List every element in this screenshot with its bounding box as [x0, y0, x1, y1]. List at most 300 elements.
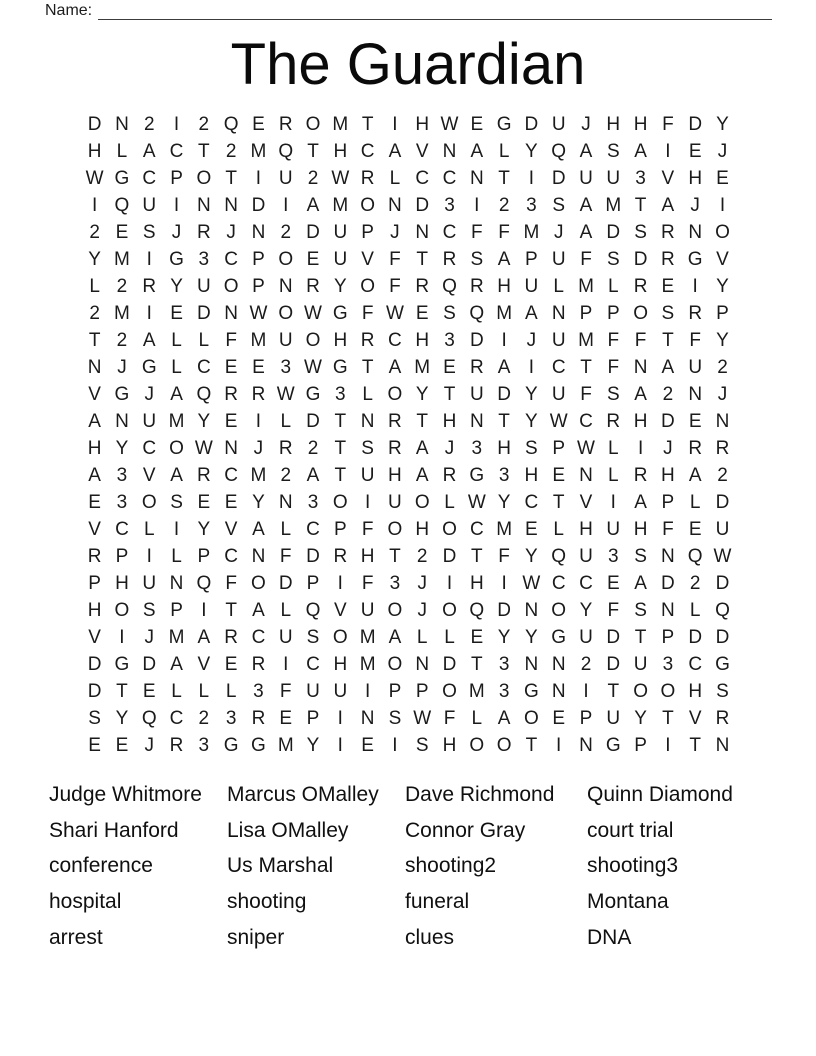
grid-cell: H [442, 410, 457, 432]
grid-cell: S [388, 707, 402, 729]
grid-cell: H [633, 518, 648, 540]
grid-cell: E [252, 113, 265, 135]
grid-cell: G [141, 356, 157, 378]
grid-cell: C [224, 248, 238, 270]
grid-cell: Q [551, 545, 567, 567]
grid-cell: R [606, 410, 621, 432]
grid-cell: F [607, 329, 620, 351]
grid-cell: M [578, 275, 594, 297]
grid-cell: R [196, 221, 211, 243]
grid-cell: J [171, 221, 182, 243]
grid-cell: S [634, 545, 647, 567]
grid-cell: D [87, 113, 102, 135]
grid-cell: Y [306, 734, 320, 756]
grid-cell: A [252, 518, 265, 540]
grid-cell: P [197, 545, 211, 567]
grid-cell: I [446, 572, 453, 594]
word-item: DNA [587, 926, 632, 950]
grid-cell: T [334, 464, 347, 486]
grid-cell: A [688, 464, 702, 486]
grid-cell: V [415, 140, 429, 162]
grid-cell: G [496, 113, 512, 135]
grid-cell: Q [442, 275, 457, 297]
grid-cell: C [442, 167, 457, 189]
grid-cell: S [88, 707, 101, 729]
grid-cell: Y [525, 410, 538, 432]
grid-cell: V [661, 167, 675, 189]
grid-cell: A [388, 140, 402, 162]
grid-cell: E [224, 356, 238, 378]
grid-cell: O [360, 275, 375, 297]
grid-cell: T [580, 356, 592, 378]
grid-cell: Q [114, 194, 130, 216]
grid-cell: C [115, 518, 129, 540]
grid-cell: O [442, 518, 457, 540]
grid-cell: N [469, 167, 484, 189]
grid-cell: N [688, 383, 703, 405]
grid-cell: H [524, 464, 539, 486]
grid-cell: A [579, 140, 593, 162]
grid-cell: R [715, 437, 730, 459]
grid-cell: F [689, 329, 701, 351]
grid-cell: O [442, 680, 457, 702]
grid-cell: F [279, 545, 292, 567]
grid-cell: C [579, 572, 593, 594]
word-item: Shari Hanford [49, 818, 179, 842]
grid-cell: U [278, 329, 293, 351]
grid-cell: J [690, 194, 700, 216]
grid-cell: P [634, 734, 647, 756]
grid-cell: D [524, 113, 539, 135]
grid-cell: G [687, 248, 703, 270]
grid-cell: D [715, 626, 730, 648]
grid-cell: 3 [444, 329, 455, 351]
grid-cell: I [474, 194, 480, 216]
grid-cell: T [443, 383, 456, 405]
grid-cell: D [306, 221, 320, 243]
grid-cell: I [610, 491, 616, 513]
grid-cell: L [416, 626, 428, 648]
grid-cell: E [525, 518, 538, 540]
grid-cell: M [468, 680, 485, 702]
grid-cell: S [552, 194, 566, 216]
grid-cell: 3 [116, 491, 128, 513]
grid-cell: R [333, 545, 348, 567]
grid-cell: A [88, 410, 101, 432]
grid-cell: N [579, 734, 593, 756]
word-item: Dave Richmond [405, 782, 555, 806]
grid-cell: R [388, 437, 402, 459]
grid-cell: N [278, 275, 293, 297]
grid-cell: T [416, 410, 429, 432]
grid-cell: C [442, 221, 457, 243]
grid-cell: L [89, 275, 100, 297]
grid-cell: J [444, 437, 455, 459]
grid-cell: F [634, 329, 647, 351]
grid-cell: O [633, 302, 648, 324]
grid-cell: H [606, 113, 621, 135]
grid-cell: M [250, 464, 267, 486]
grid-cell: S [306, 626, 320, 648]
grid-cell: N [224, 194, 238, 216]
grid-cell: A [497, 356, 511, 378]
grid-cell: R [224, 383, 238, 405]
grid-cell: P [252, 248, 265, 270]
grid-cell: N [224, 302, 238, 324]
name-blank-line [98, 2, 772, 20]
grid-cell: D [633, 248, 648, 270]
grid-cell: P [170, 167, 183, 189]
grid-cell: E [197, 491, 211, 513]
grid-cell: U [579, 545, 593, 567]
grid-cell: J [717, 140, 728, 162]
grid-cell: P [661, 626, 675, 648]
grid-cell: L [143, 518, 155, 540]
grid-cell: T [225, 599, 237, 621]
grid-cell: R [661, 221, 675, 243]
grid-cell: 2 [89, 302, 100, 324]
grid-cell: D [278, 572, 293, 594]
grid-cell: T [634, 194, 647, 216]
grid-cell: J [226, 221, 236, 243]
grid-cell: A [252, 599, 265, 621]
grid-cell: L [198, 329, 210, 351]
word-list [49, 777, 771, 956]
grid-cell: G [223, 734, 239, 756]
grid-cell: W [713, 545, 732, 567]
grid-cell: E [142, 680, 156, 702]
grid-cell: T [471, 545, 483, 567]
grid-cell: H [688, 167, 703, 189]
grid-cell: N [360, 707, 375, 729]
grid-cell: U [278, 626, 293, 648]
grid-cell: C [169, 707, 184, 729]
grid-cell: U [688, 356, 703, 378]
grid-cell: E [88, 734, 101, 756]
grid-cell: E [716, 167, 729, 189]
grid-cell: T [498, 410, 510, 432]
grid-cell: E [552, 707, 566, 729]
grid-cell: O [496, 734, 512, 756]
word-search-grid [81, 111, 736, 759]
grid-cell: F [580, 383, 592, 405]
grid-cell: L [280, 518, 292, 540]
grid-cell: L [471, 707, 483, 729]
grid-cell: A [661, 356, 675, 378]
grid-cell: J [553, 221, 564, 243]
grid-cell: R [142, 275, 157, 297]
grid-cell: T [662, 329, 674, 351]
grid-cell: S [606, 248, 620, 270]
grid-cell: O [387, 518, 403, 540]
grid-cell: U [142, 572, 157, 594]
grid-cell: P [252, 275, 265, 297]
grid-cell: O [169, 437, 184, 459]
grid-cell: N [633, 356, 648, 378]
grid-cell: W [413, 707, 432, 729]
grid-cell: O [387, 653, 403, 675]
grid-cell: N [360, 410, 375, 432]
grid-cell: J [144, 734, 154, 756]
grid-cell: O [141, 491, 157, 513]
grid-cell: N [661, 545, 675, 567]
word-item: Us Marshal [227, 854, 334, 878]
grid-cell: L [608, 464, 619, 486]
grid-cell: R [87, 545, 102, 567]
grid-cell: U [579, 626, 593, 648]
grid-cell: A [170, 383, 183, 405]
grid-cell: P [170, 599, 183, 621]
grid-cell: I [173, 113, 180, 135]
grid-cell: W [440, 113, 459, 135]
grid-cell: F [361, 518, 374, 540]
grid-cell: M [332, 194, 349, 216]
grid-cell: J [663, 437, 673, 459]
grid-cell: Y [497, 626, 511, 648]
grid-cell: A [415, 437, 429, 459]
grid-cell: O [469, 734, 485, 756]
grid-cell: T [498, 167, 510, 189]
grid-cell: J [390, 221, 400, 243]
grid-cell: L [498, 140, 510, 162]
grid-cell: G [305, 383, 321, 405]
grid-cell: I [173, 194, 180, 216]
grid-cell: D [688, 626, 703, 648]
grid-cell: I [392, 734, 398, 756]
grid-cell: G [169, 248, 184, 270]
grid-cell: R [224, 626, 238, 648]
grid-cell: 3 [198, 248, 210, 270]
grid-cell: Q [469, 599, 485, 621]
word-item: Montana [587, 890, 669, 914]
grid-cell: D [469, 329, 484, 351]
grid-cell: U [524, 275, 539, 297]
grid-cell: R [469, 275, 484, 297]
grid-cell: D [715, 572, 730, 594]
grid-cell: E [688, 140, 702, 162]
grid-cell: L [171, 680, 182, 702]
grid-cell: Q [305, 599, 321, 621]
grid-cell: A [88, 464, 101, 486]
grid-cell: Y [716, 113, 729, 135]
grid-cell: A [661, 194, 675, 216]
grid-cell: T [334, 410, 347, 432]
grid-cell: I [665, 734, 671, 756]
grid-cell: A [415, 464, 429, 486]
grid-cell: N [661, 599, 675, 621]
puzzle-title: The Guardian [230, 32, 586, 97]
grid-cell: J [144, 626, 154, 648]
name-label: Name: [45, 2, 93, 19]
grid-cell: A [634, 383, 647, 405]
grid-cell: R [278, 113, 293, 135]
word-item: Quinn Diamond [587, 782, 733, 806]
grid-cell: C [224, 464, 238, 486]
grid-cell: T [471, 653, 483, 675]
grid-cell: N [715, 410, 730, 432]
grid-cell: D [606, 653, 621, 675]
grid-cell: O [387, 599, 403, 621]
grid-cell: S [470, 248, 484, 270]
grid-cell: H [360, 545, 375, 567]
grid-cell: V [142, 464, 156, 486]
grid-cell: S [142, 221, 156, 243]
grid-cell: T [225, 167, 237, 189]
grid-cell: P [552, 437, 566, 459]
grid-cell: H [633, 113, 648, 135]
grid-cell: J [417, 572, 427, 594]
grid-cell: M [250, 140, 267, 162]
grid-cell: N [688, 221, 703, 243]
grid-cell: G [715, 653, 730, 675]
grid-cell: R [251, 653, 266, 675]
grid-cell: H [333, 140, 348, 162]
grid-cell: 3 [498, 680, 510, 702]
grid-cell: P [333, 518, 347, 540]
grid-cell: G [469, 464, 485, 486]
grid-cell: D [606, 626, 621, 648]
grid-cell: F [662, 518, 674, 540]
grid-cell: E [688, 410, 702, 432]
grid-cell: 2 [416, 545, 428, 567]
grid-cell: 2 [662, 383, 674, 405]
grid-cell: W [276, 383, 295, 405]
grid-cell: N [524, 653, 539, 675]
grid-cell: S [716, 680, 729, 702]
grid-cell: Y [197, 410, 211, 432]
grid-cell: R [442, 464, 457, 486]
grid-cell: R [633, 275, 648, 297]
grid-cell: W [522, 572, 541, 594]
grid-cell: O [551, 599, 567, 621]
grid-cell: L [116, 140, 128, 162]
grid-cell: P [525, 248, 538, 270]
grid-cell: V [88, 518, 101, 540]
grid-cell: H [661, 464, 675, 486]
grid-cell: D [661, 410, 675, 432]
word-item: Lisa OMalley [227, 818, 349, 842]
grid-cell: P [115, 545, 129, 567]
grid-cell: 2 [717, 356, 728, 378]
grid-cell: C [306, 518, 320, 540]
grid-cell: H [87, 437, 102, 459]
grid-cell: W [194, 437, 213, 459]
grid-cell: N [442, 140, 457, 162]
grid-cell: U [142, 410, 157, 432]
grid-cell: O [223, 275, 239, 297]
grid-cell: G [114, 653, 130, 675]
grid-cell: H [333, 329, 348, 351]
grid-cell: S [142, 599, 156, 621]
grid-cell: 2 [280, 221, 292, 243]
word-item: conference [49, 854, 153, 878]
word-item: Marcus OMalley [227, 782, 379, 806]
grid-cell: J [581, 113, 591, 135]
grid-cell: M [496, 518, 513, 540]
grid-cell: 3 [526, 194, 537, 216]
grid-cell: A [142, 329, 156, 351]
grid-cell: R [360, 329, 375, 351]
grid-cell: U [579, 167, 593, 189]
grid-cell: N [196, 194, 211, 216]
grid-cell: O [387, 383, 403, 405]
grid-cell: I [337, 734, 343, 756]
grid-cell: A [497, 248, 511, 270]
grid-cell: I [501, 329, 507, 351]
grid-cell: D [196, 302, 211, 324]
grid-cell: L [171, 545, 182, 567]
grid-cell: H [115, 572, 129, 594]
grid-cell: O [196, 167, 212, 189]
grid-cell: I [255, 167, 262, 189]
grid-cell: U [551, 113, 566, 135]
grid-cell: J [717, 383, 728, 405]
grid-cell: Q [715, 599, 730, 621]
grid-cell: W [331, 167, 350, 189]
grid-cell: U [551, 383, 566, 405]
grid-cell: U [606, 167, 621, 189]
grid-cell: 2 [498, 194, 510, 216]
grid-cell: R [661, 248, 675, 270]
grid-cell: Y [115, 437, 129, 459]
grid-cell: Q [687, 545, 703, 567]
grid-cell: O [278, 248, 294, 270]
grid-cell: E [688, 518, 702, 540]
grid-cell: M [332, 113, 349, 135]
grid-cell: U [551, 329, 566, 351]
grid-cell: N [415, 221, 430, 243]
grid-cell: P [415, 680, 429, 702]
grid-cell: E [170, 302, 183, 324]
grid-cell: J [144, 383, 154, 405]
grid-cell: A [497, 707, 511, 729]
grid-cell: Y [525, 140, 538, 162]
grid-cell: G [524, 680, 539, 702]
grid-cell: G [251, 734, 266, 756]
grid-cell: N [415, 653, 430, 675]
grid-cell: U [196, 275, 211, 297]
grid-cell: I [364, 491, 371, 513]
grid-cell: I [583, 680, 589, 702]
grid-cell: D [497, 383, 511, 405]
grid-cell: 2 [307, 437, 319, 459]
grid-cell: 3 [280, 356, 292, 378]
grid-cell: O [251, 572, 266, 594]
grid-cell: I [337, 707, 343, 729]
grid-cell: M [114, 248, 130, 270]
grid-cell: H [633, 410, 648, 432]
grid-cell: R [633, 464, 648, 486]
grid-cell: L [444, 491, 455, 513]
grid-cell: R [688, 302, 703, 324]
grid-cell: U [606, 707, 621, 729]
grid-cell: J [417, 599, 427, 621]
grid-cell: H [469, 572, 484, 594]
grid-cell: O [278, 302, 294, 324]
grid-cell: J [526, 329, 537, 351]
grid-cell: 2 [225, 140, 237, 162]
grid-cell: D [551, 167, 566, 189]
grid-cell: F [607, 356, 620, 378]
grid-cell: Q [223, 113, 239, 135]
grid-cell: L [280, 599, 292, 621]
grid-cell: H [442, 734, 457, 756]
word-item: shooting2 [405, 854, 497, 878]
grid-cell: U [142, 194, 157, 216]
grid-cell: W [385, 302, 404, 324]
grid-cell: U [469, 383, 484, 405]
grid-cell: L [689, 599, 701, 621]
